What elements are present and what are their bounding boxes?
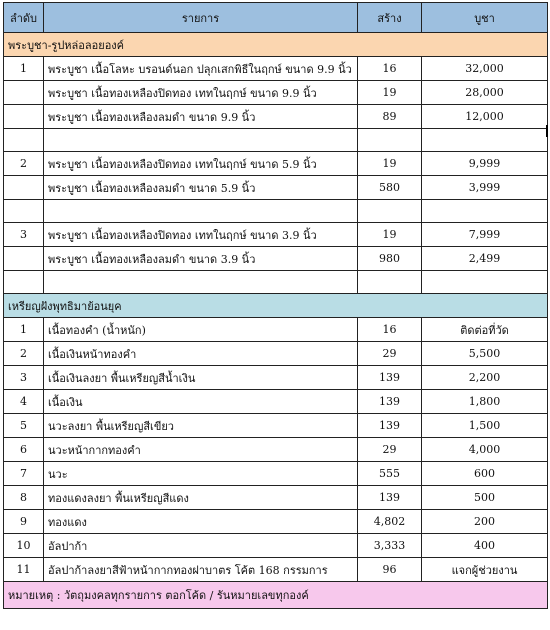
blank-cell <box>358 271 422 294</box>
blank-cell <box>4 129 44 152</box>
table-row <box>4 390 548 414</box>
note-text: หมายเหตุ : วัตถุมงคลทุกรายการ ตอกโค้ด / รันหมายเลขทุกองค์ <box>4 582 548 609</box>
table-row <box>4 414 548 438</box>
row-number <box>4 176 44 200</box>
table-row <box>4 223 548 247</box>
row-number: 2 <box>4 342 44 366</box>
row-made: 139 <box>358 486 422 510</box>
row-made: 139 <box>358 414 422 438</box>
table-row <box>4 462 548 486</box>
row-item: ทองแดงลงยา พื้นเหรียญสีแดง <box>44 486 358 510</box>
edge-marker <box>546 125 548 137</box>
row-made: 29 <box>358 438 422 462</box>
section-header-coins <box>4 294 548 318</box>
row-item: ทองแดง <box>44 510 358 534</box>
row-item: พระบูชา เนื้อทองเหลืองลมดำ ขนาด 9.9 นิ้ว <box>44 105 358 129</box>
row-made: 16 <box>358 57 422 81</box>
blank-cell <box>4 271 44 294</box>
row-number: 1 <box>4 57 44 81</box>
row-item: พระบูชา เนื้อทองเหลืองลมดำ ขนาด 5.9 นิ้ว <box>44 176 358 200</box>
row-made: 139 <box>358 366 422 390</box>
row-number: 3 <box>4 223 44 247</box>
blank-cell <box>4 200 44 223</box>
row-number: 9 <box>4 510 44 534</box>
row-made: 29 <box>358 342 422 366</box>
row-price: 32,000 <box>422 57 548 81</box>
table-row <box>4 318 548 342</box>
row-made: 19 <box>358 152 422 176</box>
header-order: ลำดับ <box>4 3 44 33</box>
spacer-row <box>4 200 548 223</box>
row-made: 3,333 <box>358 534 422 558</box>
row-price: 28,000 <box>422 81 548 105</box>
row-item: นวะหน้ากากทองคำ <box>44 438 358 462</box>
header-made: สร้าง <box>358 3 422 33</box>
row-item: นวะ <box>44 462 358 486</box>
table-row <box>4 81 548 105</box>
table-row <box>4 152 548 176</box>
row-price: 5,500 <box>422 342 548 366</box>
row-price: 2,200 <box>422 366 548 390</box>
table-row <box>4 558 548 582</box>
row-made: 89 <box>358 105 422 129</box>
row-price: 12,000 <box>422 105 548 129</box>
row-made: 4,802 <box>358 510 422 534</box>
row-item: เนื้อเงิน <box>44 390 358 414</box>
blank-cell <box>44 129 358 152</box>
row-number: 7 <box>4 462 44 486</box>
note-row <box>4 582 548 609</box>
blank-cell <box>358 200 422 223</box>
row-price: 1,500 <box>422 414 548 438</box>
row-item: เนื้อเงินลงยา พื้นเหรียญสีน้ำเงิน <box>44 366 358 390</box>
table-row <box>4 57 548 81</box>
row-number: 6 <box>4 438 44 462</box>
row-number: 11 <box>4 558 44 582</box>
table-row <box>4 366 548 390</box>
table-row <box>4 176 548 200</box>
row-item: พระบูชา เนื้อโลหะ บรอนด์นอก ปลุกเสกพิธีในฤกษ์ ขนาด 9.9 นิ้ว <box>44 57 358 81</box>
row-made: 19 <box>358 81 422 105</box>
table-row <box>4 534 548 558</box>
blank-cell <box>44 200 358 223</box>
row-price: ติดต่อที่วัด <box>422 318 548 342</box>
row-price: แจกผู้ช่วยงาน <box>422 558 548 582</box>
row-made: 580 <box>358 176 422 200</box>
row-made: 139 <box>358 390 422 414</box>
row-made: 96 <box>358 558 422 582</box>
row-price: 2,499 <box>422 247 548 271</box>
blank-cell <box>422 129 548 152</box>
row-made: 980 <box>358 247 422 271</box>
table-row <box>4 342 548 366</box>
row-item: นวะลงยา พื้นเหรียญสีเขียว <box>44 414 358 438</box>
row-made: 555 <box>358 462 422 486</box>
blank-cell <box>358 129 422 152</box>
row-number <box>4 81 44 105</box>
row-price: 7,999 <box>422 223 548 247</box>
row-number: 1 <box>4 318 44 342</box>
table-row <box>4 438 548 462</box>
row-item: อัลปาก้า <box>44 534 358 558</box>
row-number: 3 <box>4 366 44 390</box>
row-number: 4 <box>4 390 44 414</box>
row-number: 2 <box>4 152 44 176</box>
table-row <box>4 247 548 271</box>
row-price: 400 <box>422 534 548 558</box>
row-item: เนื้อทองคำ (น้ำหนัก) <box>44 318 358 342</box>
row-price: 500 <box>422 486 548 510</box>
row-price: 4,000 <box>422 438 548 462</box>
section-title: เหรียญฝังพุทธิมาย้อนยุค <box>4 294 548 318</box>
price-table <box>3 2 548 609</box>
row-price: 9,999 <box>422 152 548 176</box>
row-price: 600 <box>422 462 548 486</box>
row-number <box>4 247 44 271</box>
spacer-row <box>4 271 548 294</box>
row-item: เนื้อเงินหน้าทองคำ <box>44 342 358 366</box>
row-item: พระบูชา เนื้อทองเหลืองปิดทอง เททในฤกษ์ ขนาด 9.9 นิ้ว <box>44 81 358 105</box>
blank-cell <box>44 271 358 294</box>
section-title: พระบูชา-รูปหล่อลอยองค์ <box>4 33 548 57</box>
table-row <box>4 105 548 129</box>
row-price: 3,999 <box>422 176 548 200</box>
row-number: 5 <box>4 414 44 438</box>
row-number <box>4 105 44 129</box>
spacer-row <box>4 129 548 152</box>
blank-cell <box>422 271 548 294</box>
row-made: 19 <box>358 223 422 247</box>
row-price: 1,800 <box>422 390 548 414</box>
row-number: 10 <box>4 534 44 558</box>
row-item: อัลปาก้าลงยาสีฟ้าหน้ากากทองฝาบาตร โค้ต 168 กรรมการ <box>44 558 358 582</box>
header-price: บูชา <box>422 3 548 33</box>
row-item: พระบูชา เนื้อทองเหลืองปิดทอง เททในฤกษ์ ขนาด 3.9 นิ้ว <box>44 223 358 247</box>
row-item: พระบูชา เนื้อทองเหลืองปิดทอง เททในฤกษ์ ขนาด 5.9 นิ้ว <box>44 152 358 176</box>
blank-cell <box>422 200 548 223</box>
table-row <box>4 510 548 534</box>
row-price: 200 <box>422 510 548 534</box>
table-header-row <box>4 3 548 33</box>
section-header-buddha <box>4 33 548 57</box>
row-item: พระบูชา เนื้อทองเหลืองลมดำ ขนาด 3.9 นิ้ว <box>44 247 358 271</box>
table-row <box>4 486 548 510</box>
row-number: 8 <box>4 486 44 510</box>
header-item: รายการ <box>44 3 358 33</box>
row-made: 16 <box>358 318 422 342</box>
